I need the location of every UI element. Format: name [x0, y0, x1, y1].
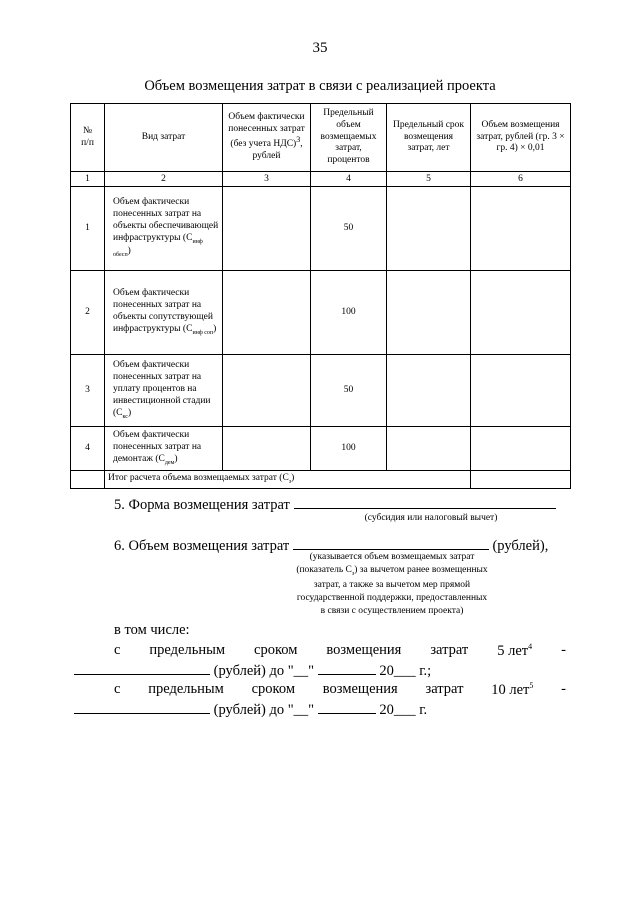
item-line: с предельным сроком возмещения затрат 10 лет$^5$ - — [114, 681, 566, 698]
table-header-row — [71, 104, 571, 172]
table-row — [71, 271, 571, 355]
section6-suffix: (рублей), — [492, 538, 549, 554]
column-number-row — [71, 172, 571, 187]
header-percent: Предельный объем возмещаемых затрат, процентов — [311, 104, 387, 172]
table-row — [71, 355, 571, 427]
section6-hint: (указывается объем возмещаемых затрат (показатель $С_з$) за вычетом ранее возмещенных затрат, а также за вычетом мер прямой государственной поддержки, предоставленных в связи с осуществлением проекта) — [296, 552, 488, 617]
costs-table — [70, 103, 571, 489]
item-date-input[interactable] — [318, 699, 376, 714]
row-index: 4 — [71, 427, 105, 471]
row-term-cell[interactable] — [387, 355, 471, 427]
row-term-cell[interactable] — [387, 187, 471, 271]
col-number: 6 — [471, 172, 571, 187]
section6-label: 6. Объем возмещения затрат — [114, 538, 290, 554]
header-kind: Вид затрат — [105, 104, 223, 172]
row-name: Объем фактически понесенных затрат на объекты обеспечивающей инфраструктуры $(С_{инф обесп})$ — [105, 187, 223, 271]
row-percent: 50 — [311, 187, 387, 271]
header-actual-text: Объем фактически понесенных затрат (без учета НДС) — [228, 111, 305, 150]
row-name: Объем фактически понесенных затрат на демонтаж $(С_{дем})$ — [105, 427, 223, 471]
row-actual-cell[interactable] — [223, 187, 311, 271]
table-row — [71, 187, 571, 271]
total-index-cell — [71, 471, 105, 489]
section5-line — [114, 494, 556, 514]
page-title: Объем возмещения затрат в связи с реализацией проекта — [144, 78, 496, 94]
header-term: Предельный срок возмещения затрат, лет — [387, 104, 471, 172]
row-name: Объем фактически понесенных затрат на объекты сопутствующей инфраструктуры $(С_{инф соп})$ — [105, 271, 223, 355]
col-number: 1 — [71, 172, 105, 187]
header-actual: Объем фактически понесенных затрат (без учета НДС)$^3$, рублей — [223, 104, 311, 172]
table-row — [71, 427, 571, 471]
section5-input[interactable] — [294, 494, 556, 509]
row-percent: 100 — [311, 271, 387, 355]
row-index: 1 — [71, 187, 105, 271]
col-number: 3 — [223, 172, 311, 187]
total-amount-cell[interactable] — [471, 471, 571, 489]
table-total-row — [71, 471, 571, 489]
item-amount-input[interactable] — [74, 660, 210, 675]
col-number: 2 — [105, 172, 223, 187]
header-amount: Объем возмещения затрат, рублей (гр. 3 × гр. 4) × 0,01 — [471, 104, 571, 172]
row-term-cell[interactable] — [387, 427, 471, 471]
header-num — [71, 104, 105, 172]
total-label: Итог расчета объема возмещаемых затрат $(С_з)$ — [105, 471, 471, 489]
row-percent: 50 — [311, 355, 387, 427]
including-label: в том числе: — [114, 622, 190, 638]
row-actual-cell[interactable] — [223, 271, 311, 355]
row-amount-cell[interactable] — [471, 187, 571, 271]
item-line: с предельным сроком возмещения затрат 5 лет$^4$ - — [114, 642, 566, 659]
row-actual-cell[interactable] — [223, 427, 311, 471]
section5-hint: (субсидия или налоговый вычет) — [364, 513, 498, 523]
row-index: 3 — [71, 355, 105, 427]
item-line-2: (рублей) до "__" 20___ г.; — [74, 660, 431, 680]
row-amount-cell[interactable] — [471, 355, 571, 427]
row-amount-cell[interactable] — [471, 427, 571, 471]
item-date-input[interactable] — [318, 660, 376, 675]
page-number: 35 — [312, 40, 328, 56]
row-percent: 100 — [311, 427, 387, 471]
row-term-cell[interactable] — [387, 271, 471, 355]
row-name: Объем фактически понесенных затрат на уплату процентов на инвестиционной стадии $(С_{кс})$ — [105, 355, 223, 427]
col-number: 4 — [311, 172, 387, 187]
header-num-text: № п/п — [81, 125, 94, 148]
section6-input[interactable] — [293, 535, 489, 550]
row-amount-cell[interactable] — [471, 271, 571, 355]
row-actual-cell[interactable] — [223, 355, 311, 427]
col-number: 5 — [387, 172, 471, 187]
item-amount-input[interactable] — [74, 699, 210, 714]
header-actual-unit: рублей — [252, 151, 281, 162]
row-index: 2 — [71, 271, 105, 355]
item-line-2: (рублей) до "__" 20___ г. — [74, 699, 427, 719]
section5-label: 5. Форма возмещения затрат — [114, 497, 290, 513]
